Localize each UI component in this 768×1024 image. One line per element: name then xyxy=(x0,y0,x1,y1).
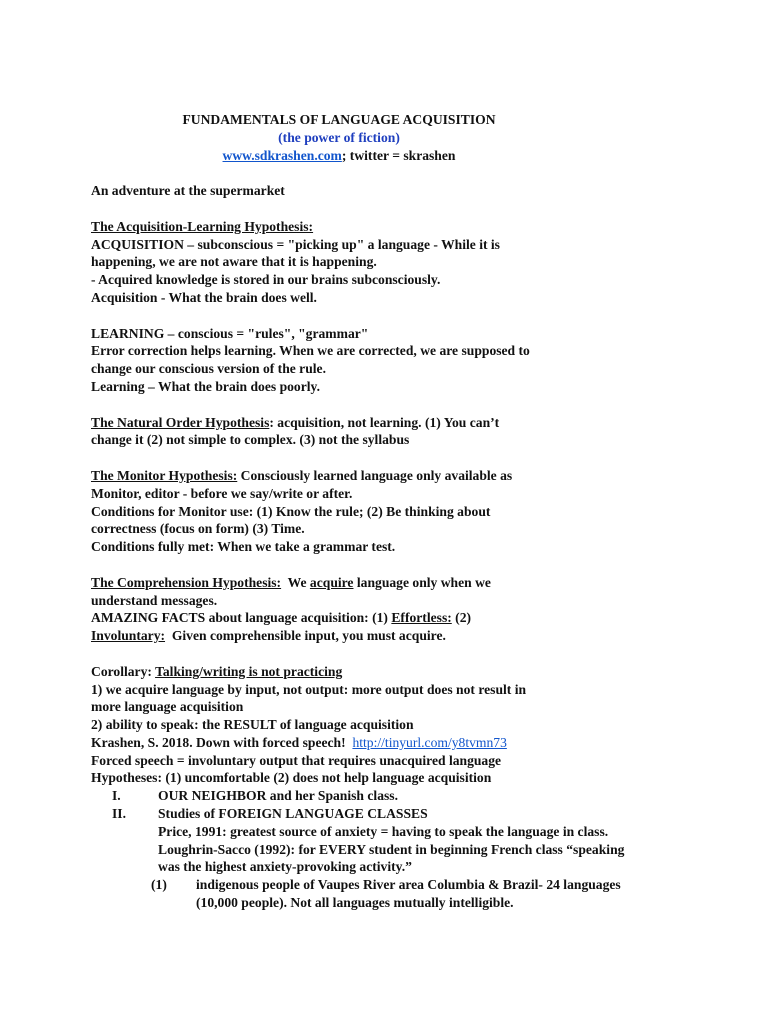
learning-line: Error correction helps learning. When we are corrected, we are supposed to xyxy=(91,343,530,359)
acquire-word: acquire xyxy=(309,574,354,590)
corollary-line: Hypotheses: (1) uncomfortable (2) does not help language acquisition xyxy=(91,770,492,786)
natural-order-heading: The Natural Order Hypothesis xyxy=(91,414,270,430)
comprehension-line xyxy=(91,609,731,627)
document-title: FUNDAMENTALS OF LANGUAGE ACQUISITION xyxy=(182,112,496,127)
acq-line: ACQUISITION – subconscious = "picking up" a language - While it is xyxy=(91,236,500,252)
comprehension-heading: The Comprehension Hypothesis: xyxy=(91,574,282,590)
acq-learning-heading: The Acquisition-Learning Hypothesis: xyxy=(91,218,314,234)
learning-line: change our conscious version of the rule. xyxy=(91,361,326,377)
website-link[interactable]: www.sdkrashen.com xyxy=(222,147,342,163)
document-subtitle: (the power of fiction) xyxy=(278,129,400,145)
learning-line: Learning – What the brain does poorly. xyxy=(91,378,320,394)
list-number: II. xyxy=(112,806,126,822)
comprehension-line xyxy=(91,627,731,645)
krashen-line xyxy=(91,734,731,752)
effortless-word: Effortless: xyxy=(391,610,452,626)
spacer xyxy=(91,556,731,574)
krashen-citation: Krashen, S. 2018. Down with forced speech! xyxy=(91,734,346,750)
comprehension-line: understand messages. xyxy=(91,592,218,608)
corollary-line: Forced speech = involuntary output that requires unacquired language xyxy=(91,752,502,768)
involuntary-text: Given comprehensible input, you must acquire. xyxy=(165,628,446,644)
corollary-heading: Talking/writing is not practicing xyxy=(155,663,343,679)
amazing-facts-text: AMAZING FACTS about language acquisition: (1) xyxy=(91,610,392,626)
comprehension-line xyxy=(91,574,731,592)
spacer xyxy=(91,645,731,663)
list-subtext: was the highest anxiety-provoking activity.” xyxy=(158,859,412,875)
sublist-number: (1) xyxy=(151,877,167,893)
list-item xyxy=(91,805,731,823)
list-subtext: Loughrin-Sacco (1992): for EVERY student in beginning French class “speaking xyxy=(158,841,625,857)
learning-line: LEARNING – conscious = "rules", "grammar" xyxy=(91,325,369,341)
tinyurl-link[interactable]: http://tinyurl.com/y8tvmn73 xyxy=(352,734,507,750)
natural-order-line: change it (2) not simple to complex. (3) not the syllabus xyxy=(91,432,410,448)
corollary-line: more language acquisition xyxy=(91,699,244,715)
sublist-item xyxy=(91,876,731,894)
sublist-text: indigenous people of Vaupes River area Columbia & Brazil- 24 languages xyxy=(196,877,621,893)
intro-line: An adventure at the supermarket xyxy=(91,183,285,199)
monitor-line: Conditions fully met: When we take a grammar test. xyxy=(91,539,396,555)
comprehension-text: language only when we xyxy=(353,574,491,590)
twitter-text: ; twitter = skrashen xyxy=(341,147,456,163)
monitor-line: Monitor, editor - before we say/write or after. xyxy=(91,485,353,501)
corollary-line: 1) we acquire language by input, not output: more output does not result in xyxy=(91,681,527,697)
amazing-facts-text: (2) xyxy=(451,610,472,626)
acq-line: happening, we are not aware that it is happening. xyxy=(91,254,377,270)
spacer xyxy=(91,164,731,182)
document-body xyxy=(91,111,731,912)
list-text: OUR NEIGHBOR and her Spanish class. xyxy=(158,788,398,804)
spacer xyxy=(91,396,731,414)
sublist-subtext: (10,000 people). Not all languages mutually intelligible. xyxy=(196,895,514,911)
involuntary-word: Involuntary: xyxy=(91,628,166,644)
acq-line: - Acquired knowledge is stored in our brains subconsciously. xyxy=(91,272,441,288)
list-item xyxy=(91,787,731,805)
list-subtext: Price, 1991: greatest source of anxiety = having to speak the language in class. xyxy=(158,823,609,839)
monitor-heading: The Monitor Hypothesis: xyxy=(91,467,238,483)
list-number: I. xyxy=(112,788,121,804)
acq-line: Acquisition - What the brain does well. xyxy=(91,289,317,305)
corollary-label: Corollary: xyxy=(91,663,156,679)
monitor-line xyxy=(91,467,731,485)
corollary-line xyxy=(91,663,731,681)
spacer xyxy=(91,200,731,218)
spacer xyxy=(91,449,731,467)
monitor-line: correctness (focus on form) (3) Time. xyxy=(91,521,305,537)
list-text: Studies of FOREIGN LANGUAGE CLASSES xyxy=(158,806,428,822)
corollary-line: 2) ability to speak: the RESULT of language acquisition xyxy=(91,717,414,733)
monitor-line: Conditions for Monitor use: (1) Know the rule; (2) Be thinking about xyxy=(91,503,491,519)
comprehension-text: We xyxy=(281,574,310,590)
spacer xyxy=(91,307,731,325)
natural-order-line xyxy=(91,414,731,432)
natural-order-text: : acquisition, not learning. (1) You can’t xyxy=(269,414,500,430)
contact-line xyxy=(91,147,587,165)
monitor-text: Consciously learned language only available as xyxy=(237,467,513,483)
